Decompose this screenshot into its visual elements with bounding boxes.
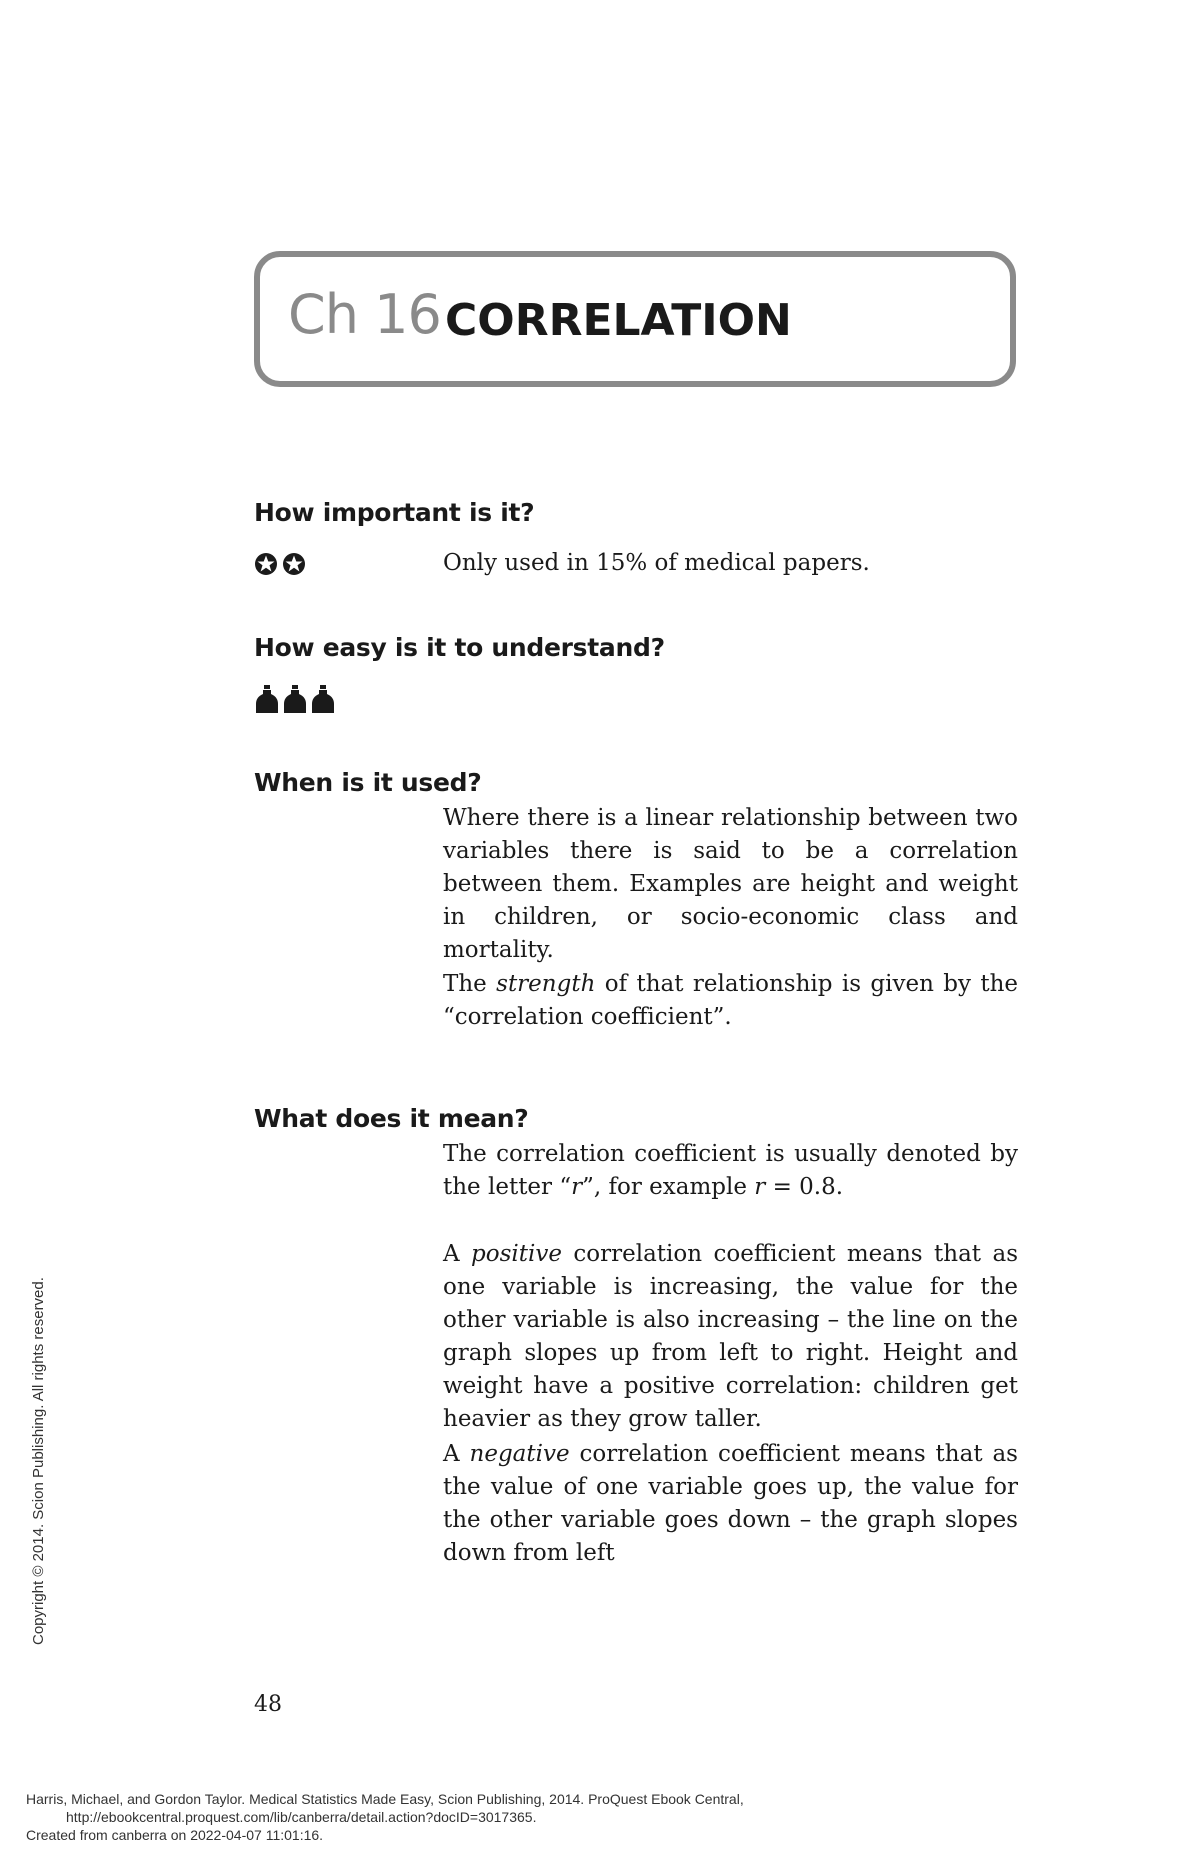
page-number: 48 [254,1692,282,1717]
citation-created: Created from canberra on 2022-04-07 11:01:16. [26,1827,324,1843]
ease-rating [254,684,336,714]
meaning-heading: What does it mean? [254,1104,529,1133]
ease-heading: How easy is it to understand? [254,633,665,662]
bottle-icon [282,684,308,714]
copyright-notice: Copyright © 2014. Scion Publishing. All rights reserved. [30,1277,47,1645]
chapter-title-box [254,251,1016,387]
meaning-paragraph-3: A negative correlation coefficient means that as the value of one variable goes up, the value for the other variable goes down – the graph slopes down from left [443,1441,1018,1566]
chapter-title: CORRELATION [445,295,792,346]
star-icon [254,552,278,576]
bottle-icon [310,684,336,714]
when-paragraph-2: The strength of that relationship is given by the “correlation coefficient”. [443,971,1019,1030]
footer-citation [26,1790,744,1844]
chapter-number: Ch 16 [288,283,441,346]
importance-rating [254,552,306,576]
when-heading: When is it used? [254,768,482,797]
meaning-paragraph-1: The correlation coefficient is usually denoted by the letter “r”, for example r = 0.8. [443,1141,1018,1200]
citation-url: http://ebookcentral.proquest.com/lib/canberra/detail.action?docID=3017365. [66,1809,537,1825]
importance-description: Only used in 15% of medical papers. [443,550,870,576]
citation-line: Harris, Michael, and Gordon Taylor. Medical Statistics Made Easy, Scion Publishing, 2014. ProQuest Ebook Central, [26,1791,744,1807]
bottle-icon [254,684,280,714]
star-icon [282,552,306,576]
importance-heading: How important is it? [254,498,535,527]
meaning-paragraph-2: A positive correlation coefficient means that as one variable is increasing, the value for the other variable is also increasing – the line on the graph slopes up from left to right. Height and weight have a positive correlation: children get heavier as they grow taller. [443,1241,1018,1432]
when-paragraph-1: Where there is a linear relationship between two variables there is said to be a correlation between them. Examples are height and weight in children, or socio-economic class and mortality. [443,805,1018,963]
